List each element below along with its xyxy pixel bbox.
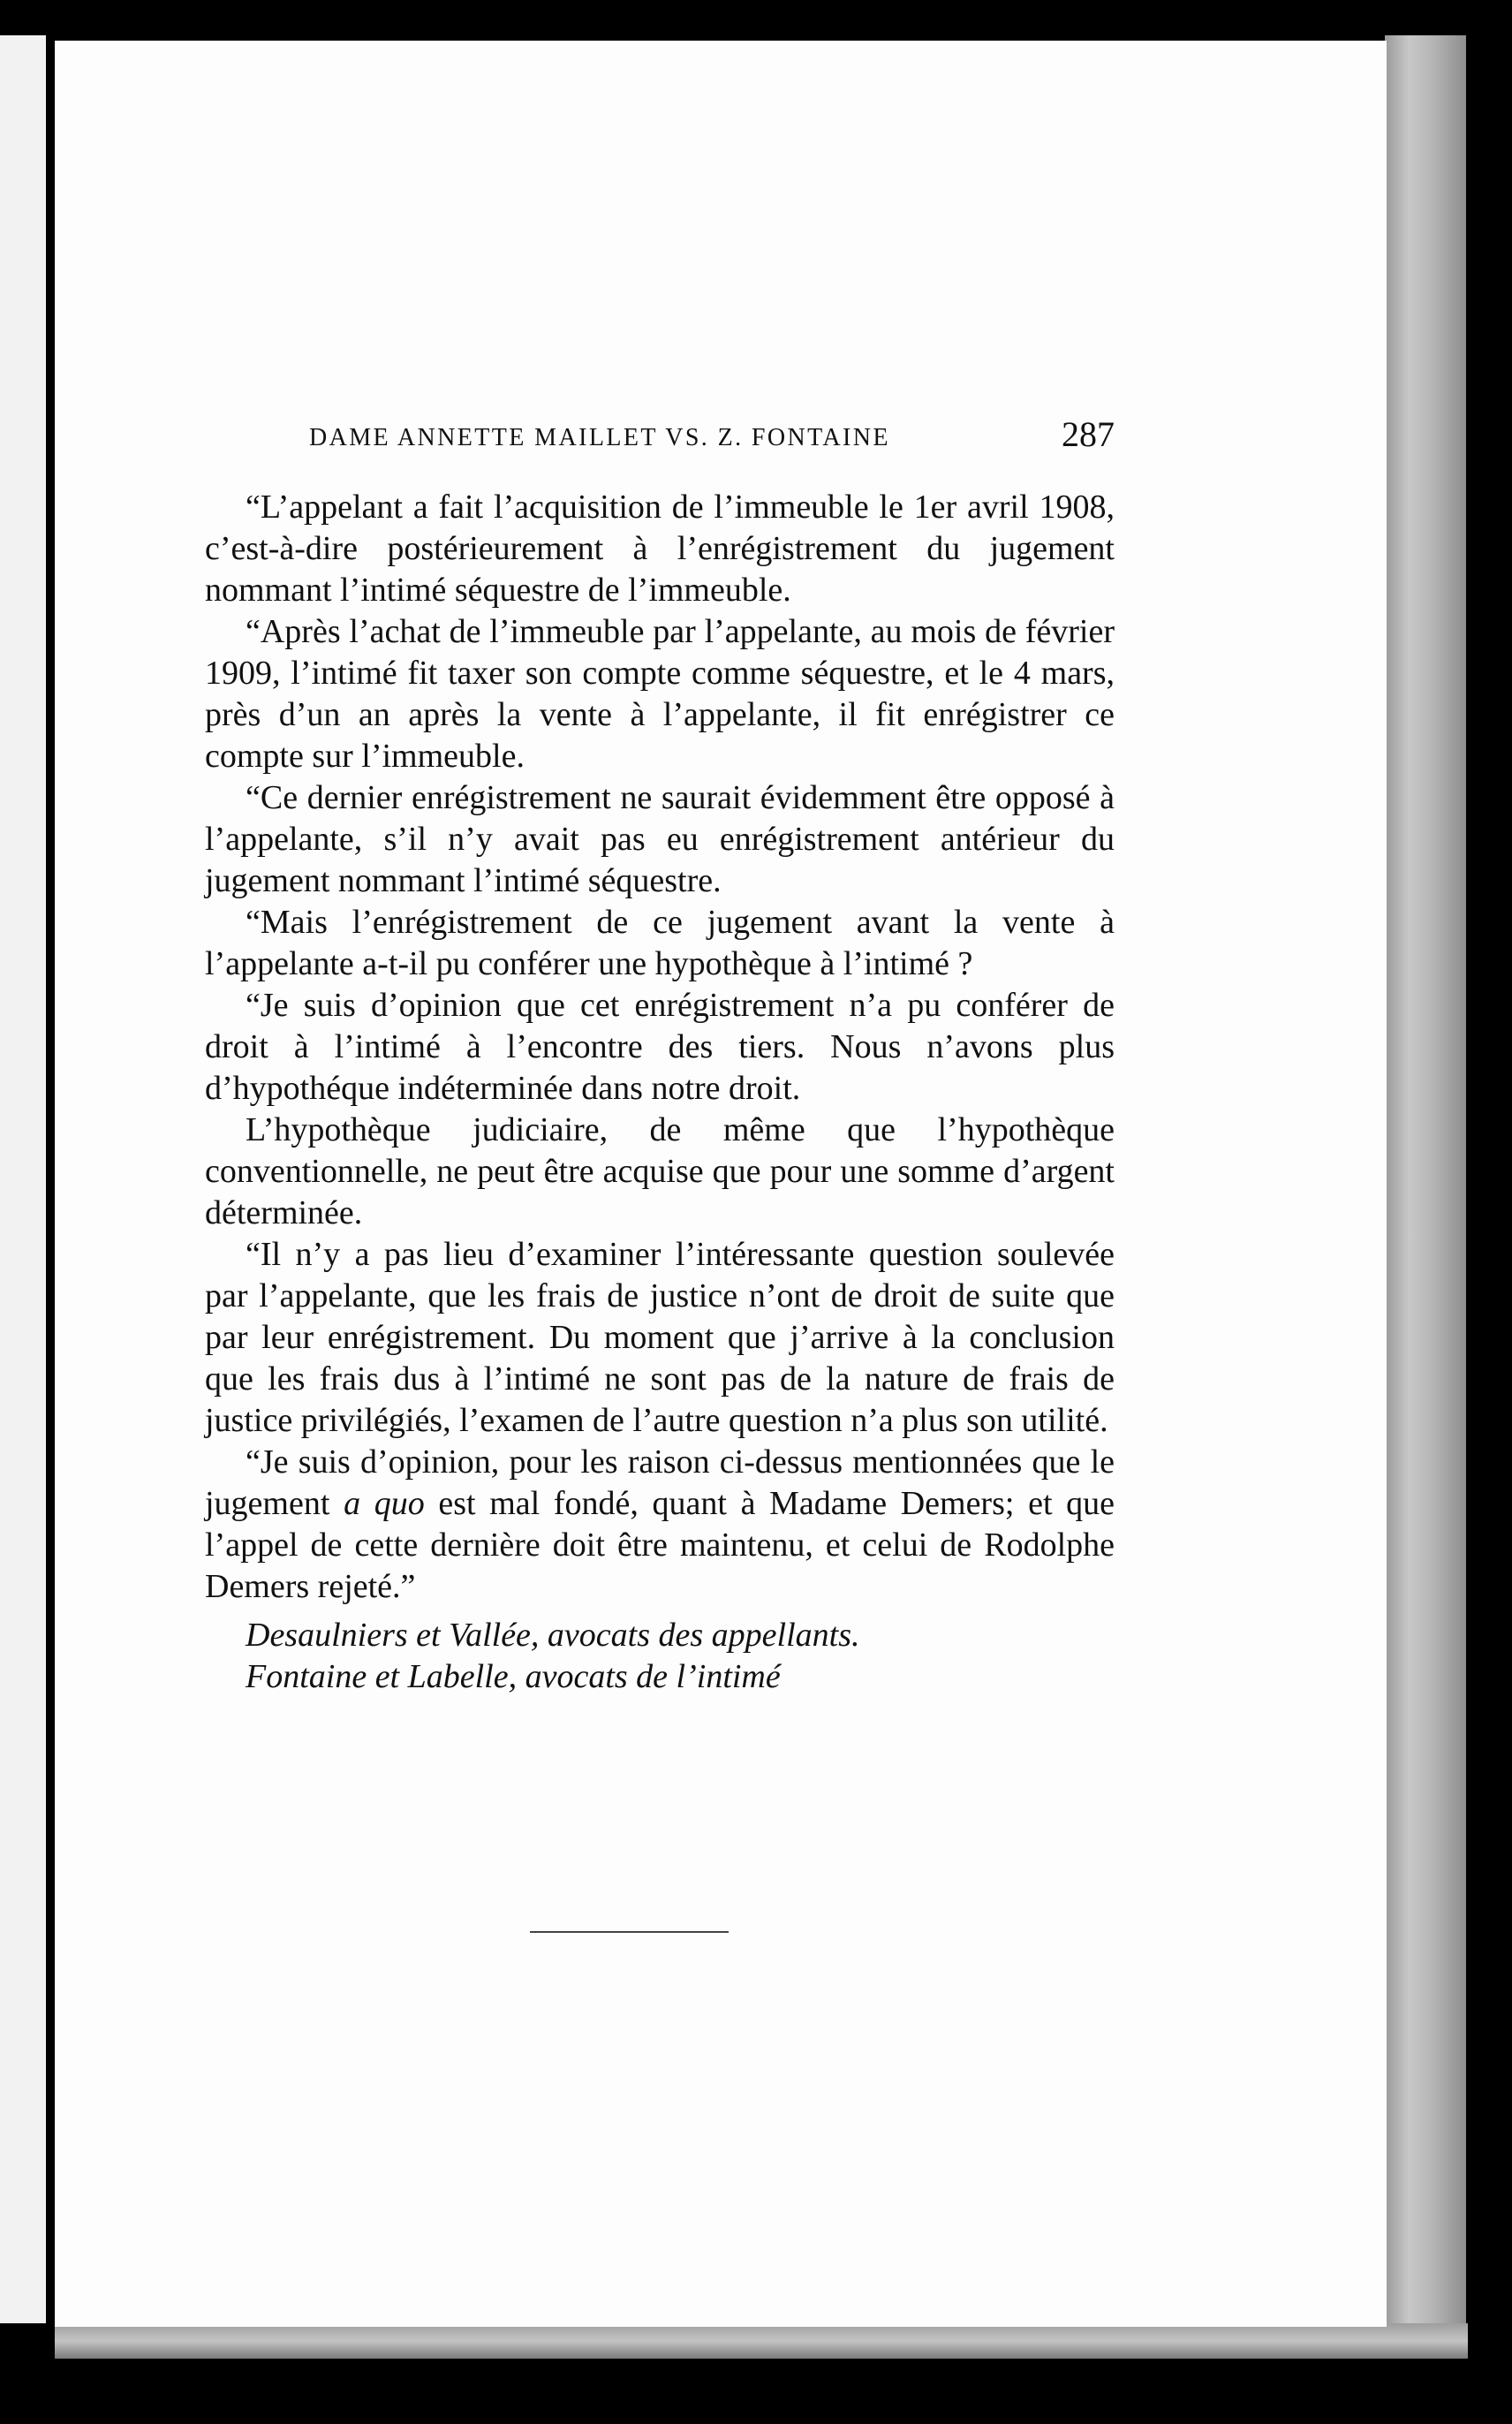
facing-page-edge bbox=[0, 35, 46, 2323]
paragraph-hypotheque: L’hypothèque judiciaire, de même que l’hypothèque conventionnelle, ne peut être acquise que pour une somme d’argent déterminée. bbox=[205, 1111, 1115, 1231]
paragraph-acquisition: “L’appelant a fait l’acquisition de l’immeuble le 1er avril 1908, c’est-à-dire postérieurement à l’enrégistrement du jugement nommant l’intimé séquestre de l’immeuble. bbox=[205, 489, 1115, 609]
paragraph-purchase: “Après l’achat de l’immeuble par l’appelante, au mois de février 1909, l’intimé fit taxer son compte comme séquestre, et le 4 mars, près d’un an après la vente à l’appelante, il fit enrégistrer ce compte sur l’immeuble. bbox=[205, 613, 1115, 775]
page-stack-edge-right bbox=[1385, 35, 1466, 2332]
paragraph-conclusion bbox=[205, 1442, 1115, 1608]
section-divider-rule bbox=[530, 1931, 729, 1933]
conclusion-text-end: est mal fondé, quant à Madame Demers; et que l’appel de cette dernière doit être maintenu, et celui de Rodolphe Demers rejeté.” bbox=[205, 1485, 1115, 1605]
paragraph-registration: “Ce dernier enrégistrement ne saurait évidemment être opposé à l’appelante, s’il n’y avait pas eu enrégistrement antérieur du jugement nommant l’intimé séquestre. bbox=[205, 779, 1115, 899]
page-number: 287 bbox=[1062, 414, 1115, 454]
paragraph-frais-justice: “Il n’y a pas lieu d’examiner l’intéressante question soulevée par l’appelante, que les frais de justice n’ont de droit de suite que par leur enrégistrement. Du moment que j’arrive à la conclusion que les frais dus à l’intimé ne sont pas de la nature de frais de justice privilégiés, l’examen de l’autre question n’a plus son utilité. bbox=[205, 1236, 1115, 1439]
page-body bbox=[205, 487, 1115, 1698]
latin-phrase: a quo bbox=[344, 1485, 425, 1522]
book-page bbox=[55, 41, 1387, 2327]
paragraph-opinion: “Je suis d’opinion que cet enrégistrement n’a pu conférer de droit à l’intimé à l’encontre des tiers. Nous n’avons plus d’hypothéque indéterminée dans notre droit. bbox=[205, 987, 1115, 1107]
conclusion-text-start: “Je suis d’opinion, pour les raison ci-dessus mentionnées que le jugement bbox=[205, 1443, 1115, 1522]
page-stack-edge-bottom bbox=[55, 2323, 1468, 2359]
page-header bbox=[309, 376, 1115, 454]
paragraph-question: “Mais l’enrégistrement de ce jugement avant la vente à l’appelante a-t-il pu conférer une hypothèque à l’intimé ? bbox=[205, 904, 1115, 982]
counsel-appellants: Desaulniers et Vallée, avocats des appellants. bbox=[246, 1617, 860, 1654]
running-head: DAME ANNETTE MAILLET VS. Z. FONTAINE bbox=[309, 424, 890, 451]
counsel-respondent: Fontaine et Labelle, avocats de l’intimé bbox=[246, 1658, 781, 1695]
